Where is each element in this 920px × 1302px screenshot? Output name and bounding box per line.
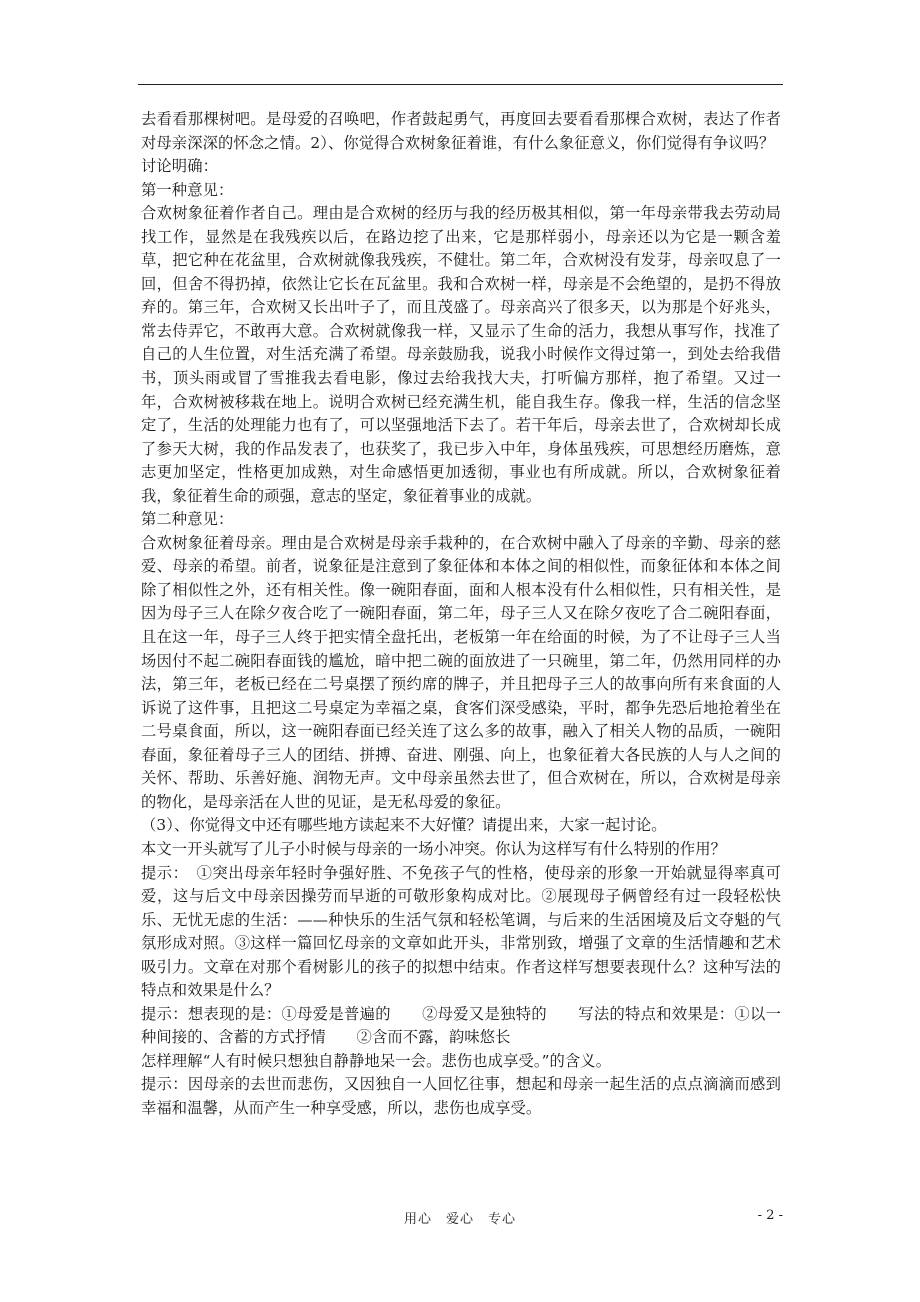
paragraph: 提示： ①突出母亲年轻时争强好胜、不免孩子气的性格，使母亲的形象一开始就显得率真可爱，这与后文中母亲因操劳而早逝的可敬形象构成对比。②展现母子俩曾经有过一段轻松快乐、无忧无虑的生活：——种快乐的生活气氛和轻松笔调，与后来的生活困境及后文夺魁的气氛形成对照。③这样一篇回忆母亲的文章如此开头，非常别致，增强了文章的生活情趣和艺术吸引力。文章在对那个看树影儿的孩子的拟想中结束。作者这样写想要表现什么？这种写法的特点和效果是什么？ [141,863,781,1000]
paragraph: 讨论明确： [141,157,218,176]
footer-motto: 用心 爱心 专心 [403,1212,516,1227]
paragraph: 提示：想表现的是：①母爱是普遍的 ②母爱又是独特的 写法的特点和效果是：①以一种间接的、含蓄的方式抒情 ②含而不露，韵味悠长 [141,1004,781,1047]
paragraph: 合欢树象征着作者自己。理由是合欢树的经历与我的经历极其相似，第一年母亲带我去劳动局找工作，显然是在我残疾以后，在路边挖了出来，它是那样弱小，母亲还以为它是一颗含羞草，把它种在花盆里，合欢树就像我残疾，不健壮。第二年，合欢树没有发芽，母亲叹息了一回，但舍不得扔掉，依然让它长在瓦盆里。我和合欢树一样，母亲是不会绝望的，是扔不得放弃的。第三年，合欢树又长出叶子了，而且茂盛了。母亲高兴了很多天，以为那是个好兆头，常去侍弄它，不敢再大意。合欢树就像我一样，又显示了生命的活力，我想从事写作，找准了自己的人生位置，对生活充满了希望。母亲鼓励我，说我小时候作文得过第一，到处去给我借书，顶头雨或冒了雪推我去看电影，像过去给我找大夫，打听偏方那样，抱了希望。又过一年，合欢树被移栽在地上。说明合欢树已经充满生机，能自我生存。像我一样，生活的信念坚定了，生活的处理能力也有了，可以坚强地活下去了。若干年后，母亲去世了，合欢树却长成了参天大树，我的作品发表了，也获奖了，我已步入中年，身体虽残疾，可思想经历磨炼，意志更加坚定，性格更加成熟，对生命感悟更加透彻，事业也有所成就。所以，合欢树象征着我，象征着生命的顽强，意志的坚定，象征着事业的成就。 [141,204,781,505]
paragraph: 本文一开头就写了儿子小时候与母亲的一场小冲突。你认为这样写有什么特别的作用？ [141,839,727,858]
page-number: - 2 - [757,1208,783,1223]
header-rule [138,84,783,85]
paragraph: 第一种意见： [141,180,234,199]
paragraph: 第二种意见： [141,510,234,529]
paragraph: 去看看那棵树吧。是母爱的召唤吧，作者鼓起勇气，再度回去要看看那棵合欢树，表达了作者对母亲深深的怀念之情。2）、你觉得合欢树象征着谁，有什么象征意义，你们觉得有争议吗？ [141,110,781,152]
paragraph: 提示：因母亲的去世而悲伤，又因独自一人回忆往事，想起和母亲一起生活的点点滴滴而感到幸福和温馨，从而产生一种享受感，所以，悲伤也成享受。 [141,1075,781,1117]
paragraph: 合欢树象征着母亲。理由是合欢树是母亲手栽种的，在合欢树中融入了母亲的辛勤、母亲的慈爱、母亲的希望。前者，说象征是注意到了象征体和本体之间的相似性，而象征体和本体之间除了相似性之外，还有相关性。像一碗阳春面，面和人根本没有什么相似性，只有相关性，是因为母子三人在除夕夜合吃了一碗阳春面，第二年，母子三人又在除夕夜吃了合二碗阳春面，且在这一年，母子三人终于把实情全盘托出，老板第一年在给面的时候，为了不让母子三人当场因付不起二碗阳春面钱的尴尬，暗中把二碗的面放进了一只碗里，第二年，仍然用同样的办法，第三年，老板已经在二号桌摆了预约席的牌子，并且把母子三人的故事向所有来食面的人诉说了这件事，且把这二号桌定为幸福之桌，食客们深受感染，平时，都争先恐后地抢着坐在二号桌食面，所以，这一碗阳春面已经关连了这么多的故事，融入了相关人物的品质，一碗阳春面，象征着母子三人的团结、拼搏、奋进、刚强、向上，也象征着大各民族的人与人之间的关怀、帮助、乐善好施、润物无声。文中母亲虽然去世了，但合欢树在，所以，合欢树是母亲的物化，是母亲活在人世的见证，是无私母爱的象征。 [141,533,781,811]
document-body [141,108,781,1121]
paragraph: 怎样理解“人有时候只想独自静静地呆一会。悲伤也成享受。”的含义。 [141,1051,612,1070]
paragraph: （3）、你觉得文中还有哪些地方读起来不大好懂？请提出来，大家一起讨论。 [141,816,667,835]
